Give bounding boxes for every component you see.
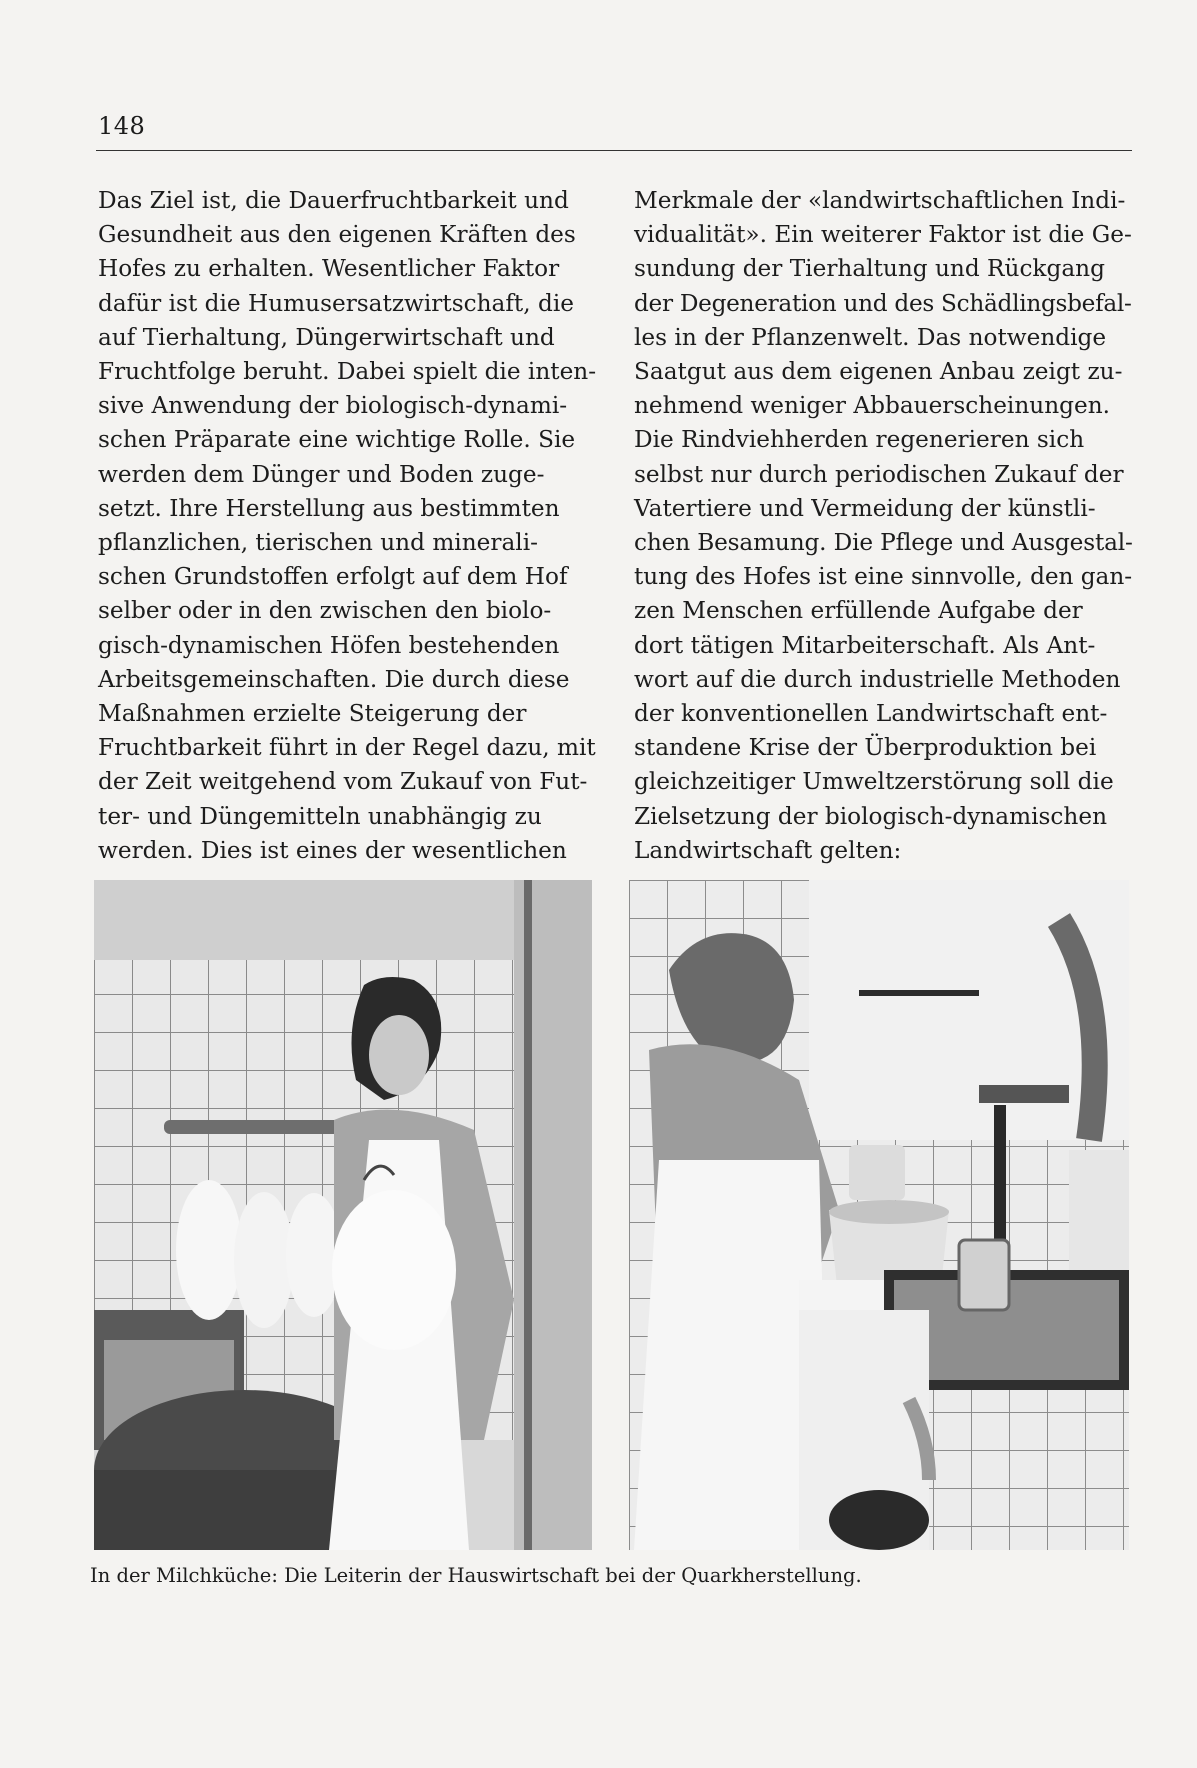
right-column-line: sundung der Tierhaltung und Rückgang [634,255,1105,283]
photo-right-illustration [629,880,1129,1550]
photo-left [94,880,592,1550]
right-column-line: selbst nur durch periodischen Zukauf der [634,460,1124,488]
left-column-line: werden dem Dünger und Boden zuge- [98,460,545,488]
left-column-line: selber oder in den zwischen den biolo- [98,597,552,625]
right-column-line: zen Menschen erfüllende Aufgabe der [634,597,1083,625]
right-column-line: vidualität». Ein weiterer Faktor ist die Ge- [634,221,1132,249]
right-column-line: Zielsetzung der biologisch-dynamischen [634,802,1108,830]
right-column-line: Die Rindviehherden regenerieren sich [634,426,1085,454]
right-column-line: Landwirtschaft gelten: [634,836,902,864]
page-number: 148 [98,112,146,140]
left-column-line: ter- und Düngemitteln unabhängig zu [98,802,542,830]
right-column-line: nehmend weniger Abbauerscheinungen. [634,392,1111,420]
right-column-line: wort auf die durch industrielle Methoden [634,665,1121,693]
left-column-line: auf Tierhaltung, Düngerwirtschaft und [98,323,555,351]
photo-left-illustration [94,880,592,1550]
right-column-line: Vatertiere und Vermeidung der künstli- [634,494,1096,522]
left-column-line: schen Grundstoffen erfolgt auf dem Hof [98,563,568,591]
right-column-line: Saatgut aus dem eigenen Anbau zeigt zu- [634,358,1123,386]
left-column-line: schen Präparate eine wichtige Rolle. Sie [98,426,576,454]
left-column-line: Gesundheit aus den eigenen Kräften des [98,221,576,249]
left-column-line: Maßnahmen erzielte Steigerung der [98,700,527,728]
left-column-line: Hofes zu erhalten. Wesentlicher Faktor [98,255,560,283]
left-column-line: setzt. Ihre Herstellung aus bestimmten [98,494,560,522]
right-column-line: standene Krise der Überproduktion bei [634,734,1097,762]
left-column-line: Arbeitsgemeinschaften. Die durch diese [98,665,570,693]
text-column-right [634,184,1132,868]
text-column-left [98,184,596,868]
right-column-line: gleichzeitiger Umweltzerstörung soll die [634,768,1114,796]
right-column-line: chen Besamung. Die Pflege und Ausgestal- [634,529,1133,557]
right-column-line: der Degeneration und des Schädlingsbefal- [634,289,1132,317]
right-column-line: dort tätigen Mitarbeiterschaft. Als Ant- [634,631,1096,659]
left-column-line: Fruchtbarkeit führt in der Regel dazu, mit [98,734,596,762]
header-rule [96,150,1132,151]
left-column-line: dafür ist die Humusersatzwirtschaft, die [98,289,574,317]
left-column-line: gisch-dynamischen Höfen bestehenden [98,631,560,659]
right-column-line: der konventionellen Landwirtschaft ent- [634,700,1108,728]
right-column-line: les in der Pflanzenwelt. Das notwendige [634,323,1107,351]
photo-right [629,880,1129,1550]
photo-caption: In der Milchküche: Die Leiterin der Hauswirtschaft bei der Quarkherstellung. [90,1564,862,1587]
left-column-line: der Zeit weitgehend vom Zukauf von Fut- [98,768,588,796]
right-column-line: Merkmale der «landwirtschaftlichen Indi- [634,187,1126,214]
left-column-line: sive Anwendung der biologisch-dynami- [98,392,568,420]
left-column-line: pflanzlichen, tierischen und minerali- [98,529,538,557]
right-column-line: tung des Hofes ist eine sinnvolle, den gan- [634,563,1133,591]
left-column-line: werden. Dies ist eines der wesentlichen [98,836,567,864]
left-column-line: Das Ziel ist, die Dauerfruchtbarkeit und [98,187,569,214]
left-column-line: Fruchtfolge beruht. Dabei spielt die inten- [98,358,597,386]
